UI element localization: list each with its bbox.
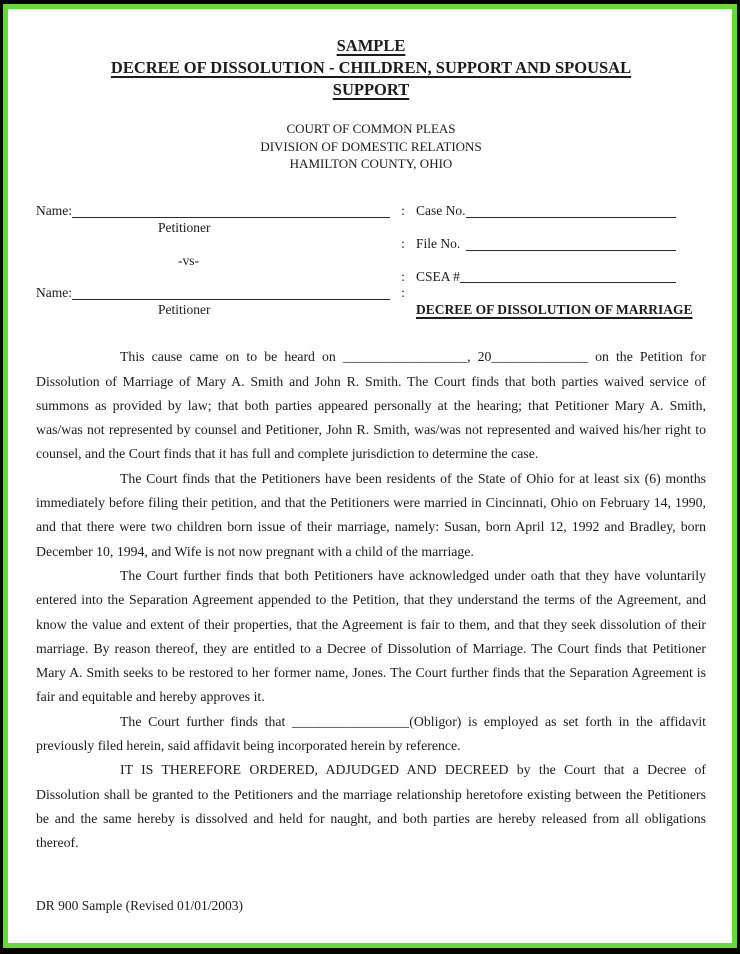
name-label-2: Name: bbox=[36, 285, 72, 301]
colon-separator-3: : bbox=[401, 269, 405, 285]
case-caption bbox=[36, 204, 706, 319]
form-number-footer: DR 900 Sample (Revised 01/01/2003) bbox=[36, 898, 243, 914]
name-blank-line-2 bbox=[72, 298, 390, 300]
body-paragraph-3: The Court further finds that both Petitioners have acknowledged under oath that they have voluntarily entered into the Separation Agreement appended to the Petition, that they understand the terms of the Agreement, and know the value and extent of their properties, that the Agreement is fair to them, and that they seek dissolution of their marriage. By reason thereof, they are entitled to a Decree of Dissolution of Marriage. The Court finds that Petitioner Mary A. Smith seeks to be restored to her former name, Jones. The Court further finds that the Separation Agreement is fair and equitable and hereby approves it. bbox=[36, 567, 706, 705]
csea-label: CSEA # bbox=[416, 269, 460, 285]
petitioner-label-2: Petitioner bbox=[158, 301, 211, 317]
name-blank-line-1 bbox=[72, 216, 390, 218]
name-label-1: Name: bbox=[36, 203, 72, 219]
caption-row-4 bbox=[36, 253, 706, 269]
decree-body-text bbox=[36, 345, 706, 855]
decree-of-dissolution-heading: DECREE OF DISSOLUTION OF MARRIAGE bbox=[416, 301, 693, 317]
court-name: COURT OF COMMON PLEAS bbox=[286, 121, 456, 136]
caption-row-6 bbox=[36, 285, 706, 301]
case-no-label: Case No. bbox=[416, 203, 466, 219]
body-paragraph-1: This cause came on to be heard on __________________, 20______________ on the Petition for Dissolution of Marriage of Mary A. Smith and John R. Smith. The Court finds that both parties waived service of summons as provided by law; that both parties appeared personally at the hearing; that Petitioner Mary A. Smith, was/was not represented by counsel and Petitioner, John R. Smith, was/was not represented and waived his/her right to counsel, and the Court finds that it has full and complete jurisdiction to determine the case. bbox=[36, 349, 706, 462]
title-line-support: SUPPORT bbox=[332, 80, 410, 99]
caption-row-7 bbox=[36, 302, 706, 318]
green-page-border bbox=[3, 4, 737, 948]
caption-row-3 bbox=[36, 236, 706, 252]
caption-row-1 bbox=[36, 204, 706, 220]
file-no-blank-line bbox=[466, 249, 676, 251]
caption-row-2 bbox=[36, 220, 706, 236]
caption-row-5 bbox=[36, 269, 706, 285]
petitioner-label-1: Petitioner bbox=[158, 219, 211, 235]
document-title bbox=[36, 35, 706, 101]
colon-separator-2: : bbox=[401, 236, 405, 252]
body-paragraph-5: IT IS THEREFORE ORDERED, ADJUDGED AND DECREED by the Court that a Decree of Dissolution shall be granted to the Petitioners and the marriage relationship heretofore existing between the Petitioners be and the same hereby is dissolved and held for naught, and both parties are hereby released from all obligations thereof. bbox=[36, 762, 706, 851]
court-county: HAMILTON COUNTY, OHIO bbox=[289, 156, 453, 171]
case-no-blank-line bbox=[466, 216, 677, 218]
title-line-sample: SAMPLE bbox=[336, 36, 406, 55]
body-paragraph-2: The Court finds that the Petitioners have been residents of the State of Ohio for at least six (6) months immediately before filing their petition, and that the Petitioners were married in Cincinnati, Ohio on February 14, 1990, and that there were two children born issue of their marriage, namely: Susan, born April 12, 1992 and Bradley, born December 10, 1994, and Wife is not now pregnant with a child of the marriage. bbox=[36, 470, 706, 559]
colon-separator-4: : bbox=[401, 285, 405, 301]
document-page bbox=[8, 9, 732, 943]
court-division: DIVISION OF DOMESTIC RELATIONS bbox=[260, 138, 482, 154]
court-heading bbox=[36, 120, 706, 173]
file-no-label: File No. bbox=[416, 236, 461, 252]
body-paragraph-4: The Court further finds that _________________(Obligor) is employed as set forth in the affidavit previously filed herein, said affidavit being incorporated herein by reference. bbox=[36, 713, 706, 753]
colon-separator-1: : bbox=[401, 203, 405, 219]
csea-blank-line bbox=[460, 281, 676, 283]
vs-label: -vs- bbox=[178, 252, 199, 268]
title-line-decree: DECREE OF DISSOLUTION - CHILDREN, SUPPORT AND SPOUSAL bbox=[110, 58, 632, 77]
